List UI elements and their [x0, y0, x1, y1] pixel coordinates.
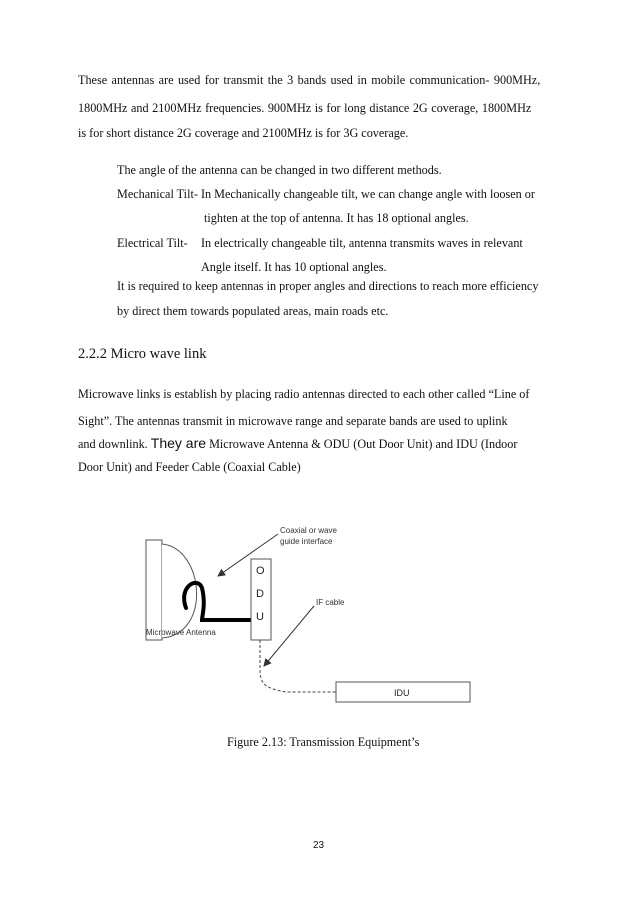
requirement-line-1: It is required to keep antennas in proper angles and directions to reach more efficiency: [117, 279, 539, 293]
mechanical-tilt-line-2: tighten at the top of antenna. It has 18 optional angles.: [204, 211, 469, 225]
tilt-intro: The angle of the antenna can be changed in two different methods.: [117, 163, 442, 177]
transmission-equipment-diagram: [138, 516, 478, 728]
section-line-3: [78, 436, 517, 451]
section-line-3-part-c: Microwave Antenna & ODU (Out Door Unit) and IDU (Indoor: [209, 437, 518, 451]
p1-line1-text: These antennas are used for transmit the 3 bands used in mobile communication- 900MHz,: [78, 73, 541, 87]
electrical-tilt-label: Electrical Tilt-: [117, 236, 188, 250]
section-heading: 2.2.2 Micro wave link: [78, 346, 207, 362]
idu-label: IDU: [394, 688, 410, 698]
requirement-line-2: by direct them towards populated areas, main roads etc.: [117, 304, 389, 318]
electrical-tilt-line-2: Angle itself. It has 10 optional angles.: [201, 260, 387, 274]
antenna-dish: [162, 544, 197, 638]
page-number: 23: [313, 840, 325, 851]
paragraph-1-line-3: is for short distance 2G coverage and 2100MHz is for 3G coverage.: [78, 126, 409, 140]
odu-letter-o: O: [256, 565, 265, 577]
odu-letter-u: U: [256, 611, 264, 623]
section-line-4: Door Unit) and Feeder Cable (Coaxial Cable): [78, 460, 301, 474]
mechanical-tilt-line-1: Mechanical Tilt- In Mechanically changeable tilt, we can change angle with loosen or: [117, 187, 535, 201]
interface-label-line-2: guide interface: [280, 537, 333, 546]
antenna-back-plate: [146, 540, 162, 640]
section-line-3-part-b: They are: [150, 435, 207, 451]
section-line-3-part-a: and downlink.: [78, 437, 148, 451]
if-cable-path: [260, 640, 336, 692]
paragraph-1-line-2: 1800MHz and 2100MHz frequencies. 900MHz is for long distance 2G coverage, 1800MHz: [78, 101, 532, 115]
paragraph-1-line-1: [78, 73, 562, 87]
figure-caption: Figure 2.13: Transmission Equipment’s: [227, 735, 420, 749]
antenna-label: Microwave Antenna: [146, 628, 216, 637]
odu-letter-d: D: [256, 588, 264, 600]
section-line-2: Sight”. The antennas transmit in microwave range and separate bands are used to uplink: [78, 414, 508, 428]
interface-label-line-1: Coaxial or wave: [280, 526, 337, 535]
electrical-tilt-line-1: In electrically changeable tilt, antenna transmits waves in relevant: [201, 236, 523, 250]
if-cable-label: IF cable: [316, 598, 345, 607]
section-line-1: Microwave links is establish by placing radio antennas directed to each other called “Line of: [78, 387, 530, 401]
